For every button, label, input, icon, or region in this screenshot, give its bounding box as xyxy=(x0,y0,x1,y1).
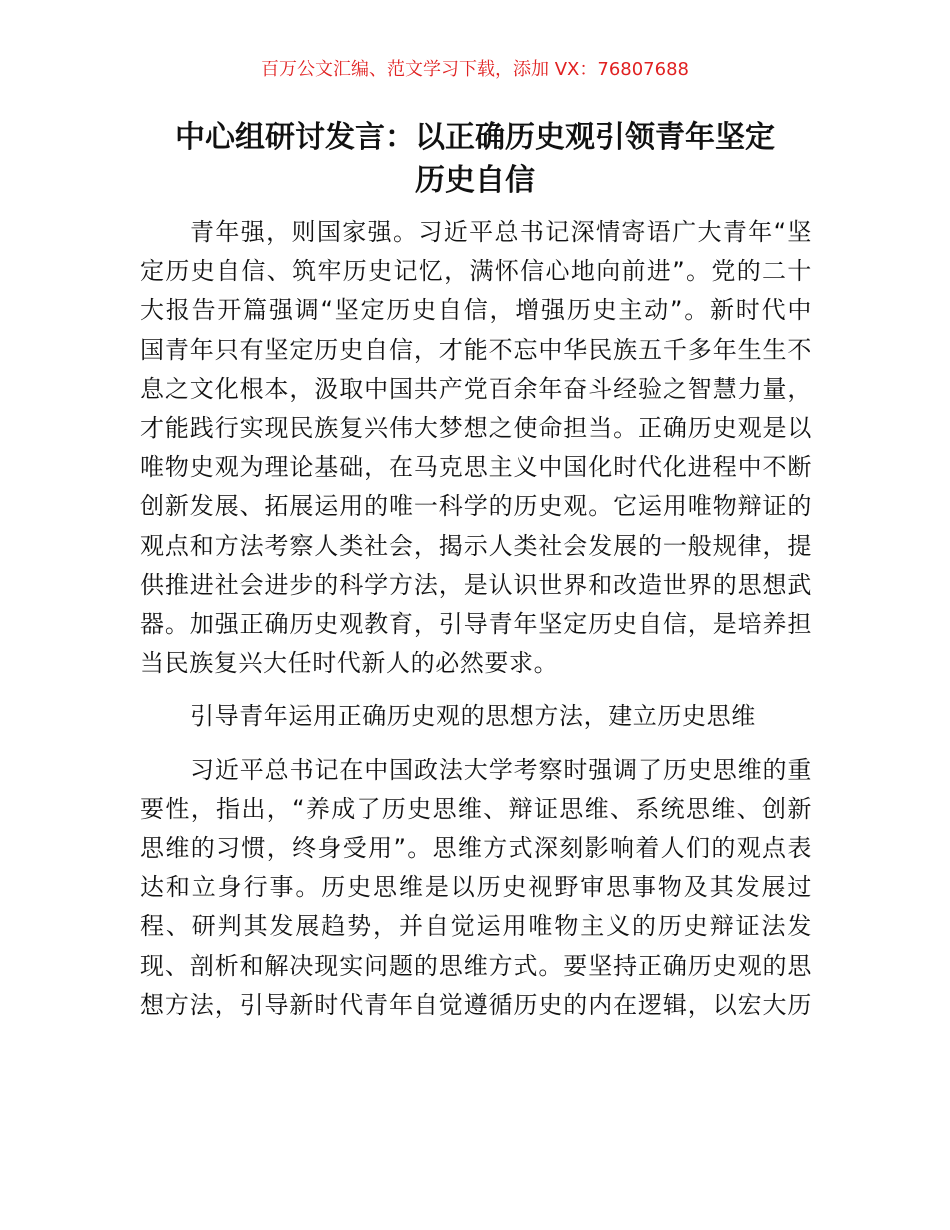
body-paragraph xyxy=(140,751,812,1025)
text-line: 想方法，引导新时代青年自觉遵循历史的内在逻辑，以宏大历 xyxy=(140,990,812,1019)
text-line: 国青年只有坚定历史自信，才能不忘中华民族五千多年生生不 xyxy=(140,335,812,364)
text-line: 要性，指出，“养成了历史思维、辩证思维、系统思维、创新 xyxy=(140,794,812,823)
text-line: 唯物史观为理论基础，在马克思主义中国化时代化进程中不断 xyxy=(140,453,812,482)
text-line: 供推进社会进步的科学方法，是认识世界和改造世界的思想武 xyxy=(140,570,812,599)
title-line: 历史自信 xyxy=(415,163,535,198)
text-line: 引导青年运用正确历史观的思想方法，建立历史思维 xyxy=(190,702,756,731)
text-line: 定历史自信、筑牢历史记忆，满怀信心地向前进”。党的二十 xyxy=(140,257,812,286)
title-line: 中心组研讨发言：以正确历史观引领青年坚定 xyxy=(175,120,775,155)
document-title xyxy=(135,116,815,202)
section-heading xyxy=(140,697,812,736)
text-line: 创新发展、拓展运用的唯一科学的历史观。它运用唯物辩证的 xyxy=(140,492,812,521)
text-line: 当民族复兴大任时代新人的必然要求。 xyxy=(140,649,559,678)
text-line: 青年强，则国家强。习近平总书记深情寄语广大青年“坚 xyxy=(190,218,812,246)
text-line: 思维的习惯，终身受用”。思维方式深刻影响着人们的观点表 xyxy=(140,834,812,863)
header-banner: 百万公文汇编、范文学习下载，添加 VX：76807688 xyxy=(261,59,689,80)
text-line: 观点和方法考察人类社会，揭示人类社会发展的一般规律，提 xyxy=(140,531,812,560)
text-line: 大报告开篇强调“坚定历史自信，增强历史主动”。新时代中 xyxy=(140,296,812,325)
text-line: 程、研判其发展趋势，并自觉运用唯物主义的历史辩证法发 xyxy=(140,912,812,941)
text-line: 现、剖析和解决现实问题的思维方式。要坚持正确历史观的思 xyxy=(140,951,812,980)
text-line: 达和立身行事。历史思维是以历史视野审思事物及其发展过 xyxy=(140,873,812,902)
intro-paragraph xyxy=(140,213,812,683)
text-line: 习近平总书记在中国政法大学考察时强调了历史思维的重 xyxy=(190,755,812,784)
text-line: 才能践行实现民族复兴伟大梦想之使命担当。正确历史观是以 xyxy=(140,414,812,443)
document-body xyxy=(140,213,812,1025)
text-line: 息之文化根本，汲取中国共产党百余年奋斗经验之智慧力量， xyxy=(140,374,812,403)
text-line: 器。加强正确历史观教育，引导青年坚定历史自信，是培养担 xyxy=(140,610,812,639)
